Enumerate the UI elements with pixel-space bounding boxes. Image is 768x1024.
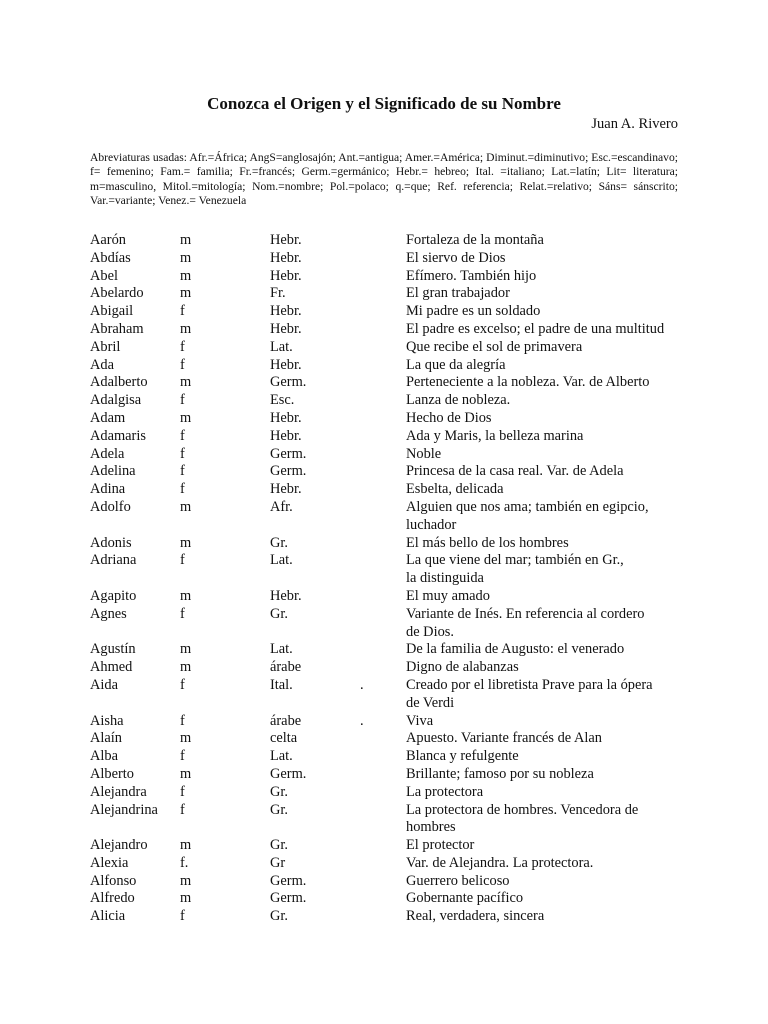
meaning-line: La protectora xyxy=(406,783,484,800)
origin-cell: árabe xyxy=(270,712,302,729)
gender-cell: f xyxy=(180,712,185,729)
meaning-line: Princesa de la casa real. Var. de Adela xyxy=(406,463,624,480)
meaning-line-continued: luchador xyxy=(406,516,457,533)
name-cell: Abraham xyxy=(90,320,144,337)
meaning-cell xyxy=(406,837,696,855)
name-cell: Alejandra xyxy=(90,783,147,800)
gender-cell: f xyxy=(180,303,185,320)
meaning-line: Noble xyxy=(406,445,442,462)
meaning-cell xyxy=(406,374,696,392)
name-entry-row xyxy=(0,428,768,446)
meaning-line: Gobernante pacífico xyxy=(406,890,524,907)
meaning-cell xyxy=(406,268,696,286)
meaning-line-continued: de Verdi xyxy=(406,694,455,711)
origin-cell: Hebr. xyxy=(270,587,302,604)
meaning-cell xyxy=(406,232,696,250)
name-entry-row xyxy=(0,606,768,642)
origin-cell: Hebr. xyxy=(270,481,302,498)
meaning-line-continued: hombres xyxy=(406,819,456,836)
gender-cell: m xyxy=(180,374,192,391)
name-cell: Adela xyxy=(90,445,125,462)
name-entry-row xyxy=(0,410,768,428)
meaning-line: El padre es excelso; el padre de una multitud xyxy=(406,320,665,337)
name-cell: Adelina xyxy=(90,463,136,480)
meaning-line: Viva xyxy=(406,712,434,729)
meaning-cell xyxy=(406,535,696,553)
meaning-cell xyxy=(406,606,696,642)
origin-cell: Hebr. xyxy=(270,303,302,320)
origin-cell: Lat. xyxy=(270,641,293,658)
meaning-line: Perteneciente a la nobleza. Var. de Alberto xyxy=(406,374,650,391)
origin-cell: Germ. xyxy=(270,890,307,907)
gender-cell: m xyxy=(180,409,192,426)
document-title: Conozca el Origen y el Significado de su Nombre xyxy=(207,94,561,113)
name-entry-row xyxy=(0,748,768,766)
gender-cell: f xyxy=(180,552,185,569)
meaning-cell xyxy=(406,499,696,535)
gender-cell: m xyxy=(180,534,192,551)
name-cell: Adriana xyxy=(90,552,137,569)
name-cell: Alejandrina xyxy=(90,801,158,818)
meaning-line: Blanca y refulgente xyxy=(406,748,519,765)
gender-cell: m xyxy=(180,765,192,782)
meaning-line: Efímero. También hijo xyxy=(406,267,537,284)
meaning-line: El siervo de Dios xyxy=(406,249,506,266)
name-entry-row xyxy=(0,730,768,748)
name-cell: Agnes xyxy=(90,605,127,622)
meaning-line: Alguien que nos ama; también en egipcio, xyxy=(406,498,649,515)
name-entry-row xyxy=(0,374,768,392)
name-cell: Alberto xyxy=(90,765,134,782)
name-entry-row xyxy=(0,321,768,339)
name-cell: Abel xyxy=(90,267,118,284)
gender-cell: m xyxy=(180,659,192,676)
gender-cell: f xyxy=(180,801,185,818)
gender-cell: f xyxy=(180,427,185,444)
name-cell: Alejandro xyxy=(90,837,148,854)
name-entry-row xyxy=(0,677,768,713)
meaning-cell xyxy=(406,766,696,784)
origin-cell: Gr. xyxy=(270,908,288,925)
origin-cell: Germ. xyxy=(270,445,307,462)
name-cell: Alicia xyxy=(90,908,126,925)
gender-cell: f xyxy=(180,338,185,355)
meaning-cell xyxy=(406,321,696,339)
name-entry-row xyxy=(0,802,768,838)
meaning-cell xyxy=(406,713,696,731)
gender-cell: f xyxy=(180,445,185,462)
name-cell: Agustín xyxy=(90,641,136,658)
gender-cell: m xyxy=(180,267,192,284)
meaning-cell xyxy=(406,890,696,908)
name-entry-row xyxy=(0,446,768,464)
origin-cell: Gr. xyxy=(270,837,288,854)
name-cell: Abril xyxy=(90,338,121,355)
abbreviations-paragraph: Abreviaturas usadas: Afr.=África; AngS=anglosajón; Ant.=antigua; Amer.=América; Diminut.=diminutivo; Esc.=escandinavo; f= femenino; Fam.= familia; Fr.=francés; Germ.=germánico; Hebr.= hebreo; Ital. =italiano; Lat.=latín; Lit= literatura; m=masculino, Mitol.=mitología; Nom.=nombre; Pol.=polaco; q.=que; Ref. referencia; Relat.=relativo; Sáns= sánscrito; Var.=variante; Venez.= Venezuela xyxy=(90,151,678,208)
name-cell: Adonis xyxy=(90,534,132,551)
meaning-line: Apuesto. Variante francés de Alan xyxy=(406,730,602,747)
name-entry-row xyxy=(0,659,768,677)
origin-cell: Gr. xyxy=(270,783,288,800)
meaning-cell xyxy=(406,463,696,481)
gender-cell: m xyxy=(180,730,192,747)
name-cell: Adalgisa xyxy=(90,392,142,409)
dot-mark: . xyxy=(360,676,364,693)
name-cell: Abelardo xyxy=(90,285,144,302)
meaning-cell xyxy=(406,446,696,464)
meaning-line: Fortaleza de la montaña xyxy=(406,232,544,248)
meaning-cell xyxy=(406,802,696,838)
origin-cell: Ital. xyxy=(270,676,293,693)
origin-cell: Afr. xyxy=(270,498,293,515)
origin-cell: Gr. xyxy=(270,534,288,551)
origin-cell: Hebr. xyxy=(270,320,302,337)
gender-cell: m xyxy=(180,285,192,302)
name-cell: Alaín xyxy=(90,730,122,747)
meaning-cell xyxy=(406,339,696,357)
name-cell: Alba xyxy=(90,748,118,765)
meaning-line: La que viene del mar; también en Gr., xyxy=(406,552,624,569)
name-cell: Adamaris xyxy=(90,427,146,444)
origin-cell: Hebr. xyxy=(270,232,302,248)
name-cell: Abigail xyxy=(90,303,134,320)
document-author: Juan A. Rivero xyxy=(591,116,678,132)
name-entry-row xyxy=(0,285,768,303)
meaning-line: Que recibe el sol de primavera xyxy=(406,338,583,355)
origin-cell: Hebr. xyxy=(270,427,302,444)
meaning-line: Guerrero belicoso xyxy=(406,872,510,889)
gender-cell: m xyxy=(180,498,192,515)
name-entry-row xyxy=(0,588,768,606)
meaning-line: El más bello de los hombres xyxy=(406,534,569,551)
gender-cell: m xyxy=(180,837,192,854)
name-entry-row xyxy=(0,268,768,286)
name-entry-row xyxy=(0,552,768,588)
name-entry-row xyxy=(0,392,768,410)
names-list xyxy=(0,232,768,926)
meaning-line: Mi padre es un soldado xyxy=(406,303,541,320)
meaning-line: Digno de alabanzas xyxy=(406,659,519,676)
name-cell: Adam xyxy=(90,409,126,426)
meaning-cell xyxy=(406,481,696,499)
meaning-cell xyxy=(406,410,696,428)
name-cell: Alfonso xyxy=(90,872,137,889)
name-cell: Adina xyxy=(90,481,126,498)
meaning-cell xyxy=(406,250,696,268)
meaning-cell xyxy=(406,908,696,926)
name-cell: Agapito xyxy=(90,587,137,604)
meaning-line: Esbelta, delicada xyxy=(406,481,504,498)
meaning-line: Ada y Maris, la belleza marina xyxy=(406,427,584,444)
meaning-line: El muy amado xyxy=(406,587,490,604)
origin-cell: Lat. xyxy=(270,552,293,569)
origin-cell: Germ. xyxy=(270,374,307,391)
name-entry-row xyxy=(0,481,768,499)
name-cell: Ada xyxy=(90,356,114,373)
meaning-cell xyxy=(406,285,696,303)
meaning-line-continued: la distinguida xyxy=(406,570,484,587)
name-entry-row xyxy=(0,641,768,659)
name-cell: Ahmed xyxy=(90,659,133,676)
name-entry-row xyxy=(0,713,768,731)
name-entry-row xyxy=(0,784,768,802)
gender-cell: f xyxy=(180,463,185,480)
meaning-line: Brillante; famoso por su nobleza xyxy=(406,765,594,782)
origin-cell: Germ. xyxy=(270,765,307,782)
name-entry-row xyxy=(0,463,768,481)
meaning-line: Creado por el libretista Prave para la ópera xyxy=(406,676,653,693)
origin-cell: Gr. xyxy=(270,801,288,818)
name-cell: Abdías xyxy=(90,249,131,266)
meaning-cell xyxy=(406,873,696,891)
name-cell: Adalberto xyxy=(90,374,148,391)
meaning-cell xyxy=(406,588,696,606)
gender-cell: f xyxy=(180,783,185,800)
dot-mark: . xyxy=(360,712,364,729)
meaning-cell xyxy=(406,428,696,446)
meaning-cell xyxy=(406,659,696,677)
meaning-cell xyxy=(406,677,696,713)
meaning-cell xyxy=(406,392,696,410)
gender-cell: f xyxy=(180,748,185,765)
name-entry-row xyxy=(0,232,768,250)
meaning-cell xyxy=(406,303,696,321)
gender-cell: f xyxy=(180,481,185,498)
origin-cell: Hebr. xyxy=(270,356,302,373)
name-entry-row xyxy=(0,890,768,908)
gender-cell: f xyxy=(180,908,185,925)
origin-cell: Gr xyxy=(270,854,286,871)
name-entry-row xyxy=(0,499,768,535)
origin-cell: Hebr. xyxy=(270,249,302,266)
meaning-line: La que da alegría xyxy=(406,356,506,373)
meaning-cell xyxy=(406,784,696,802)
meaning-line: Real, verdadera, sincera xyxy=(406,908,545,925)
gender-cell: f xyxy=(180,676,185,693)
meaning-cell xyxy=(406,641,696,659)
meaning-line: Hecho de Dios xyxy=(406,409,492,426)
meaning-cell xyxy=(406,855,696,873)
origin-cell: Hebr. xyxy=(270,409,302,426)
name-entry-row xyxy=(0,837,768,855)
origin-cell: Lat. xyxy=(270,748,293,765)
name-entry-row xyxy=(0,250,768,268)
origin-cell: celta xyxy=(270,730,298,747)
gender-cell: m xyxy=(180,587,192,604)
name-cell: Aarón xyxy=(90,232,126,248)
meaning-cell xyxy=(406,730,696,748)
gender-cell: m xyxy=(180,232,192,248)
meaning-line: El protector xyxy=(406,837,475,854)
meaning-cell xyxy=(406,357,696,375)
origin-cell: Fr. xyxy=(270,285,286,302)
meaning-cell xyxy=(406,552,696,588)
gender-cell: f xyxy=(180,392,185,409)
origin-cell: árabe xyxy=(270,659,302,676)
gender-cell: m xyxy=(180,890,192,907)
origin-cell: Lat. xyxy=(270,338,293,355)
gender-cell: m xyxy=(180,320,192,337)
meaning-line: Variante de Inés. En referencia al cordero xyxy=(406,605,645,622)
name-cell: Adolfo xyxy=(90,498,131,515)
name-entry-row xyxy=(0,303,768,321)
origin-cell: Gr. xyxy=(270,605,288,622)
meaning-line: El gran trabajador xyxy=(406,285,510,302)
name-cell: Aisha xyxy=(90,712,124,729)
origin-cell: Hebr. xyxy=(270,267,302,284)
meaning-line: Lanza de nobleza. xyxy=(406,392,511,409)
name-cell: Aida xyxy=(90,676,118,693)
name-entry-row xyxy=(0,908,768,926)
name-entry-row xyxy=(0,357,768,375)
meaning-line: De la familia de Augusto: el venerado xyxy=(406,641,625,658)
name-entry-row xyxy=(0,855,768,873)
gender-cell: m xyxy=(180,641,192,658)
meaning-line: Var. de Alejandra. La protectora. xyxy=(406,854,594,871)
origin-cell: Esc. xyxy=(270,392,295,409)
name-entry-row xyxy=(0,535,768,553)
name-entry-row xyxy=(0,766,768,784)
gender-cell: f. xyxy=(180,854,189,871)
gender-cell: m xyxy=(180,249,192,266)
name-cell: Alfredo xyxy=(90,890,135,907)
name-entry-row xyxy=(0,873,768,891)
origin-cell: Germ. xyxy=(270,872,307,889)
origin-cell: Germ. xyxy=(270,463,307,480)
meaning-line-continued: de Dios. xyxy=(406,623,454,640)
meaning-line: La protectora de hombres. Vencedora de xyxy=(406,801,639,818)
name-cell: Alexia xyxy=(90,854,129,871)
name-entry-row xyxy=(0,339,768,357)
gender-cell: f xyxy=(180,605,185,622)
gender-cell: m xyxy=(180,872,192,889)
gender-cell: f xyxy=(180,356,185,373)
meaning-cell xyxy=(406,748,696,766)
